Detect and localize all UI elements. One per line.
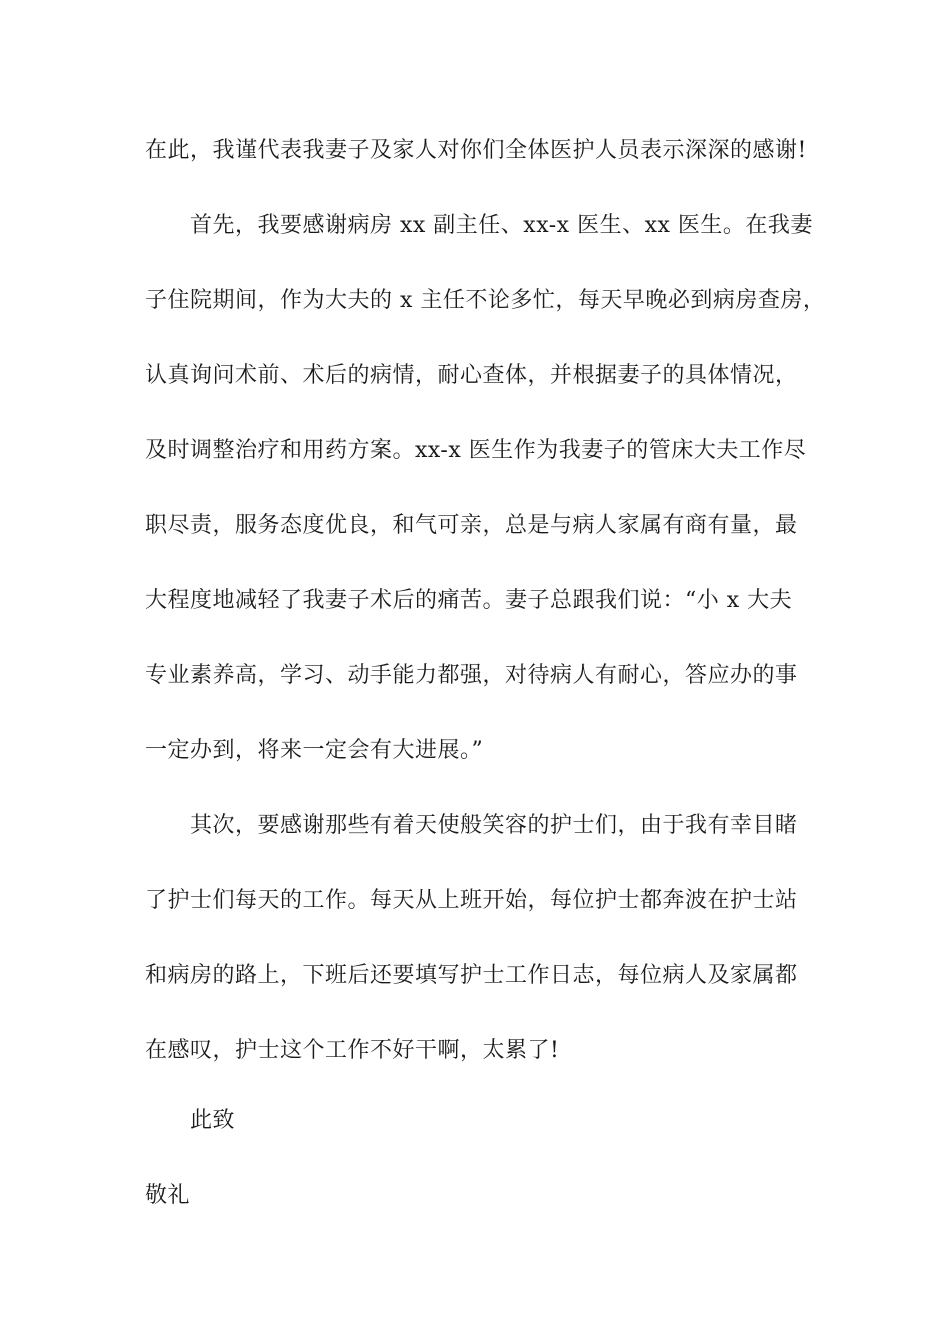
closing-regards: 敬礼 [145, 1183, 191, 1208]
text-line: 了护士们每天的工作。每天从上班开始，每位护士都奔波在护士站 [145, 888, 798, 913]
text-line: 大程度地减轻了我妻子术后的痛苦。妻子总跟我们说：“小 x 大夫 [145, 588, 793, 613]
text-line: 及时调整治疗和用药方案。xx-x 医生作为我妻子的管床大夫工作尽 [145, 438, 807, 463]
text-line: 其次，要感谢那些有着天使般笑容的护士们，由于我有幸目睹 [190, 813, 798, 838]
text-line: 一定办到，将来一定会有大进展。” [145, 738, 484, 763]
text-line: 在此，我谨代表我妻子及家人对你们全体医护人员表示深深的感谢! [145, 138, 807, 163]
text-line: 在感叹，护士这个工作不好干啊，太累了! [145, 1038, 560, 1063]
text-line: 认真询问术前、术后的病情，耐心查体，并根据妻子的具体情况， [145, 363, 798, 388]
text-line: 专业素养高，学习、动手能力都强，对待病人有耐心，答应办的事 [145, 663, 798, 688]
text-line: 职尽责，服务态度优良，和气可亲，总是与病人家属有商有量，最 [145, 513, 798, 538]
text-line: 和病房的路上，下班后还要填写护士工作日志，每位病人及家属都 [145, 963, 798, 988]
text-line: 首先，我要感谢病房 xx 副主任、xx-x 医生、xx 医生。在我妻 [190, 213, 813, 238]
closing-salutation: 此致 [190, 1108, 236, 1133]
text-line: 子住院期间，作为大夫的 x 主任不论多忙，每天早晚必到病房查房， [145, 288, 826, 313]
